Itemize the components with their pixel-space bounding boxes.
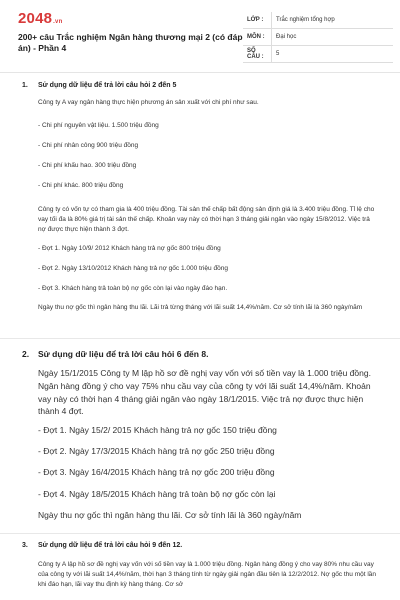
paragraph: Công ty có vốn tự có tham gia là 400 triệu đồng. Tài sản thế chấp bất động sản định giá là 3.400 triệu đồng. Tỉ lệ cho vay tối đa là 80% giá trị tài sản thế chấp. Khoản vay này có thời hạn 3 tháng giải ngân vào ngày 15/8/2012. Việc trả nợ được thực hiện thành 3 đợt.	[38, 206, 375, 234]
list-item: - Đợt 2. Ngày 13/10/2012 Khách hàng trả nợ gốc 1.000 triệu đồng	[38, 265, 228, 272]
section-divider	[0, 533, 400, 534]
logo-suffix: .vn	[53, 19, 63, 25]
paragraph: Ngày thu nợ gốc thì ngân hàng thu lãi. Lãi trả từng tháng với lãi suất 14,4%/năm. Cơ sở tính lãi là 360 ngày/năm	[38, 304, 363, 311]
list-item: - Đợt 3. Khách hàng trả toàn bộ nợ gốc còn lại vào ngày đáo hạn.	[38, 285, 228, 292]
meta-key: SỐ CÂU :	[243, 46, 272, 63]
document-title: 200+ câu Trắc nghiệm Ngân hàng thương mại 2 (có đáp án) - Phần 4	[18, 32, 243, 54]
list-item: - Đợt 1. Ngày 15/2/ 2015 Khách hàng trả nợ gốc 150 triệu đồng	[38, 425, 277, 435]
section-number: 2.	[22, 349, 30, 359]
document-header	[18, 10, 382, 66]
list-item: - Chi phí nguyên vật liệu. 1.500 triệu đồng	[38, 122, 159, 129]
section-heading	[22, 82, 176, 89]
section-heading	[22, 349, 208, 359]
meta-value: Trắc nghiệm tổng hợp	[272, 12, 394, 29]
list-item: - Đợt 3. Ngày 16/4/2015 Khách hàng trả nợ gốc 200 triệu đồng	[38, 467, 275, 477]
paragraph: Công ty A vay ngân hàng thực hiện phương án sản xuất với chi phí như sau.	[38, 99, 259, 106]
meta-row-class	[243, 12, 393, 29]
section-number: 1.	[22, 82, 28, 89]
meta-row-subject	[243, 29, 393, 46]
meta-value: 5	[272, 46, 394, 63]
header-divider	[0, 72, 400, 73]
section-title: Sử dụng dữ liệu để trả lời câu hỏi 6 đến 8.	[38, 349, 209, 359]
paragraph: Ngày thu nợ gốc thì ngân hàng thu lãi. Cơ sở tính lãi là 360 ngày/năm	[38, 510, 302, 520]
list-item: - Đợt 2. Ngày 17/3/2015 Khách hàng trả nợ gốc 250 triệu đồng	[38, 446, 275, 456]
section-title: Sử dụng dữ liệu để trả lời câu hỏi 2 đến 5	[38, 82, 177, 89]
meta-key: MÔN :	[243, 29, 272, 46]
paragraph: Ngày 15/1/2015 Công ty M lập hồ sơ đề nghị vay vốn với số tiền vay là 1.000 triệu đồng. Ngân hàng đồng ý cho vay 75% nhu cầu vay của công ty với lãi suất 14,4%/năm. Khoản vay này có thời hạn 4 tháng giải ngân vào ngày 18/1/2015. Việc trả nợ được thực hiện thành 4 đợt.	[38, 368, 371, 417]
section-number: 3.	[22, 542, 28, 549]
paragraph: Công ty A lập hồ sơ đề nghị vay vốn với số tiền vay là 1.000 triệu đồng. Ngân hàng đồng ý cho vay 80% nhu cầu vay của công ty với lãi suất 14,4%/năm, thời hạn 3 tháng tính từ ngày giải ngân đầu tiên là 12/2/2012. Nợ gốc thu một lần khi đáo hạn, lãi vay thu định kỳ hàng tháng. Cơ sở	[38, 561, 377, 589]
list-item: - Chi phí khác. 800 triệu đồng	[38, 182, 124, 189]
meta-row-count	[243, 46, 393, 63]
list-item: - Đợt 1. Ngày 10/9/ 2012 Khách hàng trả nợ gốc 800 triệu đồng	[38, 245, 221, 252]
list-item: - Đợt 4. Ngày 18/5/2015 Khách hàng trả toàn bộ nợ gốc còn lại	[38, 489, 276, 499]
document-meta-table	[243, 12, 393, 63]
section-title: Sử dụng dữ liệu để trả lời câu hỏi 9 đến 12.	[38, 542, 183, 549]
list-item: - Chi phí khấu hao. 300 triệu đồng	[38, 162, 137, 169]
section-divider	[0, 338, 400, 339]
list-item: - Chi phí nhân công 900 triệu đồng	[38, 142, 139, 149]
meta-key: LỚP :	[243, 12, 272, 29]
section-heading	[22, 542, 182, 549]
site-logo[interactable]	[18, 10, 62, 27]
meta-value: Đại học	[272, 29, 394, 46]
logo-text: 2048	[18, 10, 53, 27]
